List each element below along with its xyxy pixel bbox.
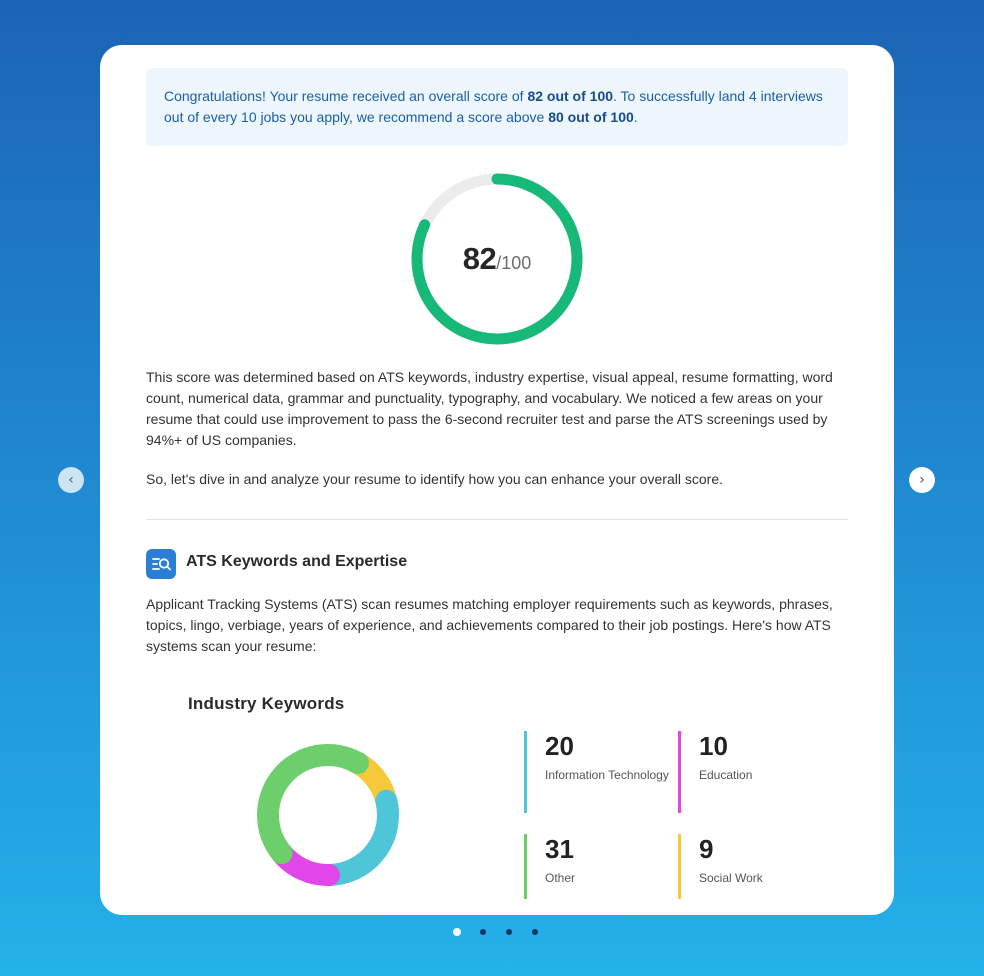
stat-social-work	[678, 834, 839, 899]
keywords-donut-chart	[255, 742, 401, 888]
score-total: /100	[496, 252, 532, 273]
score-gauge-label	[406, 168, 588, 350]
donut-slice-other	[268, 755, 358, 853]
donut-slice-information-technology	[329, 801, 388, 875]
chart-title: Industry Keywords	[188, 694, 345, 713]
carousel-pagination	[453, 929, 558, 936]
section-title: ATS Keywords and Expertise	[186, 553, 408, 570]
stat-label-information-technology: Information Technology	[545, 768, 669, 782]
pagination-dot-2[interactable]	[480, 929, 486, 935]
dive-in-text: So, let's dive in and analyze your resume to identify how you can enhance your overall score.	[146, 471, 723, 487]
stat-information-technology	[524, 731, 685, 813]
notice-target: 80 out of 100	[548, 109, 634, 125]
notice-text-2: . To successfully land 4 interviews out of every 10 jobs you apply, we recommend a score above	[164, 88, 823, 125]
pagination-dot-3[interactable]	[506, 929, 512, 935]
chevron-right-icon: ›	[919, 472, 925, 488]
stat-value-other: 31	[545, 834, 574, 864]
notice-text-1: Congratulations! Your resume received an overall score of	[164, 88, 528, 104]
carousel-next-button[interactable]	[909, 467, 935, 493]
score-value: 82	[462, 241, 497, 276]
stat-education	[678, 731, 839, 813]
stat-label-education: Education	[699, 768, 753, 782]
section-divider	[146, 519, 848, 520]
stat-label-social-work: Social Work	[699, 871, 763, 885]
congratulations-notice	[146, 68, 848, 146]
pagination-dot-4[interactable]	[532, 929, 538, 935]
stat-value-social-work: 9	[699, 834, 714, 864]
chevron-left-icon: ‹	[68, 472, 74, 488]
carousel-prev-button[interactable]	[58, 467, 84, 493]
stat-value-information-technology: 20	[545, 731, 574, 761]
notice-score: 82 out of 100	[527, 88, 614, 104]
score-gauge	[406, 168, 588, 350]
score-explanation: This score was determined based on ATS keywords, industry expertise, visual appeal, resume formatting, word count, numerical data, grammar and punctuality, typography, and vocabulary. We noticed a few areas on your resume that could use improvement to pass the 6-second recruiter test and parse the ATS screenings used by 94%+ of US companies.	[146, 369, 833, 448]
score-card	[100, 45, 894, 915]
stat-label-other: Other	[545, 871, 576, 885]
section-description: Applicant Tracking Systems (ATS) scan resumes matching employer requirements such as keywords, phrases, topics, lingo, verbiage, years of experience, and achievements compared to their job postings. Here's how ATS systems scan your resume:	[146, 596, 833, 654]
notice-text-3: .	[633, 109, 638, 125]
pagination-dot-1[interactable]	[453, 928, 461, 936]
keyword-search-icon	[146, 549, 176, 579]
stat-other	[524, 834, 685, 899]
stat-value-education: 10	[699, 731, 728, 761]
